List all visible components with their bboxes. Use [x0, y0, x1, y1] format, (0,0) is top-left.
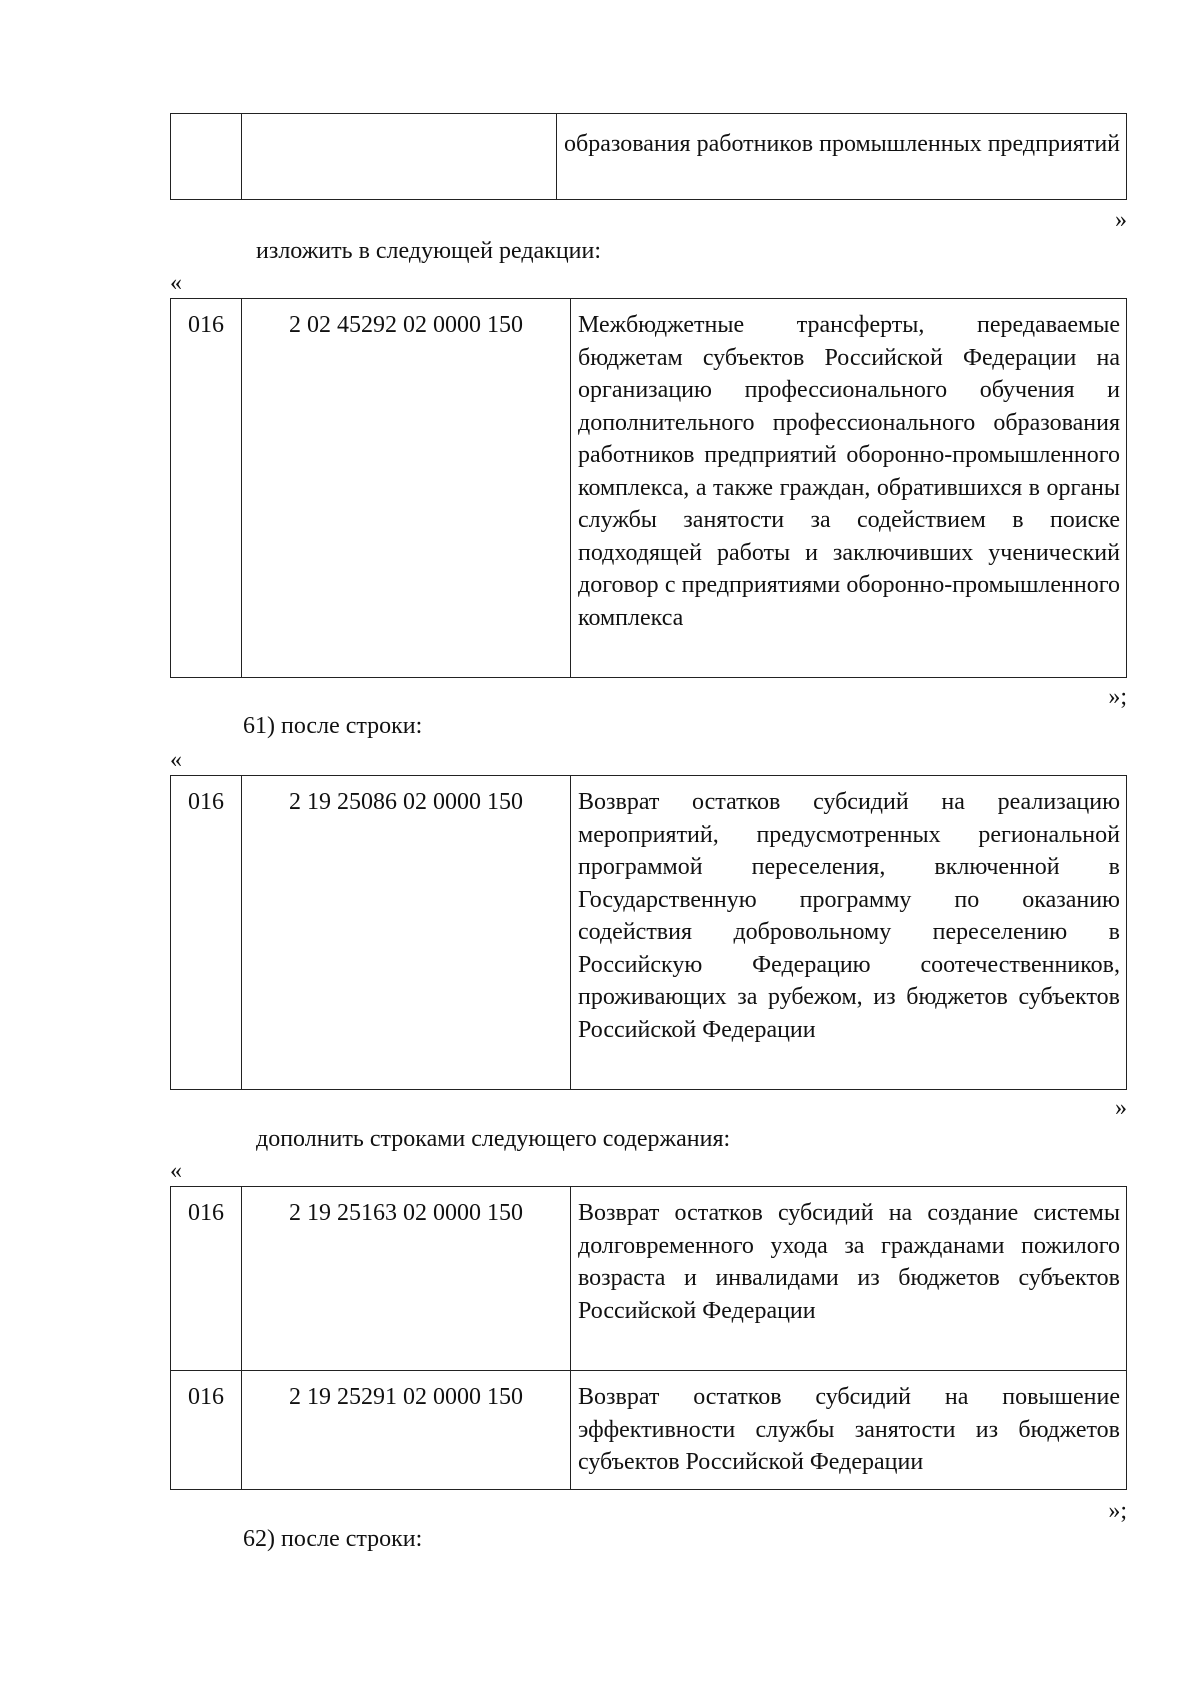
description-cell	[557, 114, 1127, 200]
description-text: Межбюджетные трансферты, передаваемые бюджетам субъектов Российской Федерации на организацию профессионального обучения и дополнительного профессионального образования работников предприятий оборонно-промышленного комплекса, а также граждан, обратившихся в органы службы занятости за содействием в поиске подходящей работы и заключивших ученический договор с предприятиями оборонно-промышленного комплекса	[578, 312, 1120, 631]
table-row	[171, 299, 1127, 678]
description-text: Возврат остатков субсидий на реализацию мероприятий, предусмотренных региональной программой переселения, включенной в Государственную программу по оказанию содействия добровольному переселению в Российскую Федерацию соотечественников, проживающих за рубежом, из бюджетов субъектов Российской Федерации	[578, 789, 1120, 1043]
code-cell: 016	[171, 776, 242, 1090]
table-row	[171, 1371, 1127, 1490]
kbk-cell	[242, 114, 557, 200]
kbk-cell: 2 02 45292 02 0000 150	[242, 299, 571, 678]
description-text: Возврат остатков субсидий на создание системы долговременного ухода за гражданами пожилого возраста и инвалидами из бюджетов субъектов Российской Федерации	[578, 1200, 1120, 1324]
closing-quote: »;	[1108, 1498, 1127, 1524]
description-cell	[571, 1187, 1127, 1371]
opening-quote: «	[170, 1158, 182, 1184]
closing-quote: »	[1115, 1095, 1127, 1121]
description-cell	[571, 1371, 1127, 1490]
paragraph: 62) после строки:	[243, 1526, 423, 1552]
description-cell	[571, 299, 1127, 678]
kbk-cell: 2 19 25086 02 0000 150	[242, 776, 571, 1090]
kbk-cell: 2 19 25291 02 0000 150	[242, 1371, 571, 1490]
opening-quote: «	[170, 747, 182, 773]
kbk-cell: 2 19 25163 02 0000 150	[242, 1187, 571, 1371]
table-fragment-top	[170, 113, 1127, 200]
code-cell: 016	[171, 1371, 242, 1490]
paragraph: изложить в следующей редакции:	[256, 238, 602, 264]
table-c	[170, 1186, 1127, 1490]
paragraph: дополнить строками следующего содержания:	[256, 1126, 731, 1152]
table-b	[170, 775, 1127, 1090]
code-cell	[171, 114, 242, 200]
opening-quote: «	[170, 270, 182, 296]
code-cell: 016	[171, 1187, 242, 1371]
table-row	[171, 1187, 1127, 1371]
table-row	[171, 114, 1127, 200]
closing-quote: »	[1115, 207, 1127, 233]
paragraph: 61) после строки:	[243, 713, 423, 739]
table-a	[170, 298, 1127, 678]
description-text: Возврат остатков субсидий на повышение эффективности службы занятости из бюджетов субъектов Российской Федерации	[578, 1384, 1120, 1475]
description-text: образования работников промышленных предприятий	[564, 131, 1121, 157]
description-cell	[571, 776, 1127, 1090]
closing-quote: »;	[1108, 684, 1127, 710]
code-cell: 016	[171, 299, 242, 678]
table-row	[171, 776, 1127, 1090]
